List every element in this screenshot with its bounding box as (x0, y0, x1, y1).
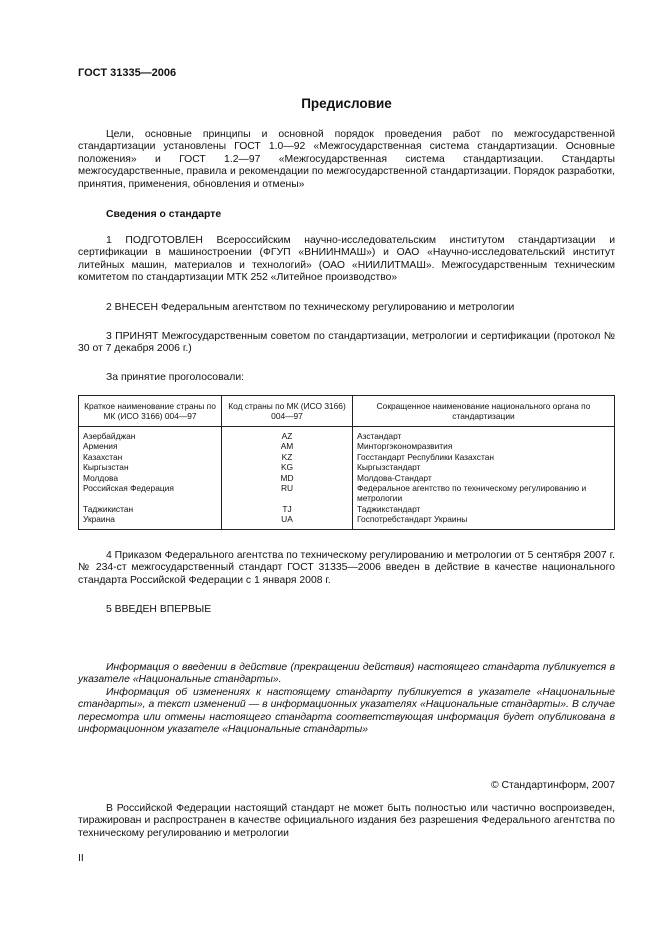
info-paragraph-2: Информация об изменениях к настоящему стандарту публикуется в указателе «Национальные стандарты», а текст изменений — в информационных указателях «Национальные стандарты». В случае пересмотра или отмены настоящего стандарта соответствующая информация будет опубликована в информационном указателе «Национальные стандарты» (78, 686, 615, 736)
table-row (79, 514, 615, 529)
reproduction-notice: В Российской Федерации настоящий стандарт не может быть полностью или частично воспроизведен, тиражирован и распространен в качестве официального издания без разрешения Федерального агентства по техническому регулированию и метрологии (78, 803, 615, 839)
intro-paragraph: Цели, основные принципы и основной порядок проведения работ по межгосударственной стандартизации установлены ГОСТ 1.0—92 «Межгосударственная система стандартизации. Основные положения» и ГОСТ 1.2—97 «Межгосударственная система стандартизации. Стандарты межгосударственные, правила и рекомендации по межгосударственной стандартизации. Порядок разработки, принятия, применения, обновления и отмены» (78, 129, 615, 190)
cell-code: AZ (222, 427, 353, 442)
item-4-enacted: 4 Приказом Федерального агентства по техническому регулированию и метрологии от 5 сентября 2007 г. № 234-ст межгосударственный стандарт ГОСТ 31335—2006 введен в действие в качестве национального стандарта Российской Федерации с 1 января 2008 г. (78, 550, 615, 586)
cell-code: UA (222, 514, 353, 529)
item-5-first-introduced: 5 ВВЕДЕН ВПЕРВЫЕ (106, 604, 212, 615)
table-row (79, 462, 615, 472)
header-standards-body: Сокращенное наименование национального органа по стандартизации (353, 396, 615, 427)
cell-standards-body: Кыргызстандарт (353, 462, 615, 472)
cell-country: Российская Федерация (79, 483, 222, 504)
cell-country: Казахстан (79, 452, 222, 462)
cell-country: Украина (79, 514, 222, 529)
table-row (79, 504, 615, 514)
voting-table (78, 395, 615, 530)
cell-country: Молдова (79, 473, 222, 483)
table-row (79, 452, 615, 462)
cell-code: KZ (222, 452, 353, 462)
table-row (79, 473, 615, 483)
cell-country: Армения (79, 441, 222, 451)
table-header-row (79, 396, 615, 427)
section-heading: Сведения о стандарте (106, 209, 222, 220)
page-number: II (78, 853, 84, 864)
cell-standards-body: Таджикстандарт (353, 504, 615, 514)
item-3-adopted: 3 ПРИНЯТ Межгосударственным советом по стандартизации, метрологии и сертификации (протокол № 30 от 7 декабря 2006 г.) (78, 331, 615, 355)
table-row (79, 483, 615, 504)
voted-label: За принятие проголосовали: (106, 372, 245, 383)
info-paragraph-1: Информация о введении в действие (прекращении действия) настоящего стандарта публикуется в указателе «Национальные стандарты». (78, 662, 615, 686)
cell-standards-body: Федеральное агентство по техническому регулированию и метрологии (353, 483, 615, 504)
page-title: Предисловие (301, 96, 392, 111)
item-1-prepared: 1 ПОДГОТОВЛЕН Всероссийским научно-исследовательским институтом стандартизации и сертификации в машиностроении (ФГУП «ВНИИНМАШ») и ОАО «Научно-исследовательский институт литейных машин, материалов и технологий» (ОАО «НИИЛИТМАШ». Межгосударственным техническим комитетом по стандартизации МТК 252 «Литейное производство» (78, 235, 615, 284)
cell-country: Кыргызстан (79, 462, 222, 472)
document-code: ГОСТ 31335—2006 (78, 67, 177, 79)
table-row (79, 441, 615, 451)
cell-country: Азербайджан (79, 427, 222, 442)
header-code: Код страны по МК (ИСО 3166) 004—97 (222, 396, 353, 427)
header-country: Краткое наименование страны по МК (ИСО 3166) 004—97 (79, 396, 222, 427)
cell-code: KG (222, 462, 353, 472)
cell-standards-body: Госстандарт Республики Казахстан (353, 452, 615, 462)
copyright: © Стандартинформ, 2007 (490, 780, 615, 791)
publication-info (78, 662, 615, 736)
cell-standards-body: Госпотребстандарт Украины (353, 514, 615, 529)
cell-code: TJ (222, 504, 353, 514)
table-row (79, 427, 615, 442)
cell-standards-body: Молдова-Стандарт (353, 473, 615, 483)
cell-code: AM (222, 441, 353, 451)
cell-standards-body: Минторгэкономразвития (353, 441, 615, 451)
cell-standards-body: Азстандарт (353, 427, 615, 442)
cell-code: MD (222, 473, 353, 483)
cell-code: RU (222, 483, 353, 504)
cell-country: Таджикистан (79, 504, 222, 514)
item-2-introduced: 2 ВНЕСЕН Федеральным агентством по техническому регулированию и метрологии (106, 302, 515, 313)
